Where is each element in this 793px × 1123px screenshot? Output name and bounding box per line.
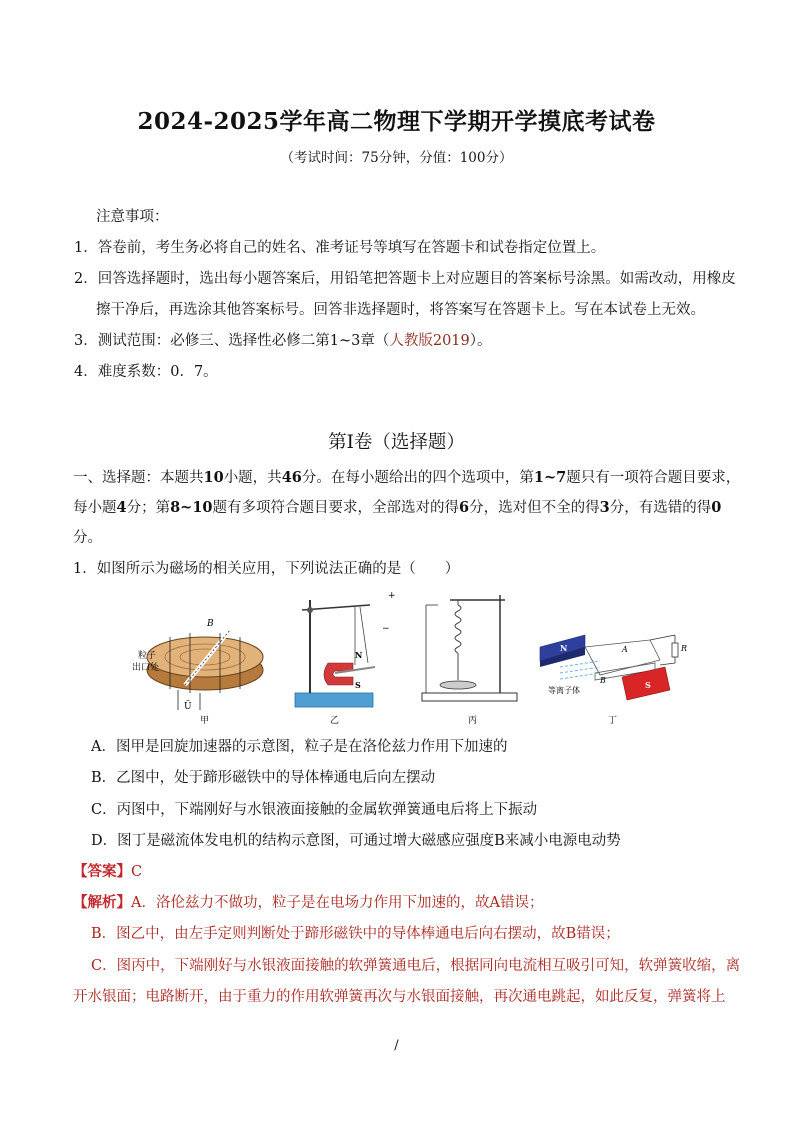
cyclotron-diagram (132, 619, 263, 725)
plate-a-label: A (622, 645, 628, 654)
note-text-end: ）。 (469, 333, 492, 349)
magnet-s-label: S (355, 680, 361, 690)
stand-base (295, 693, 373, 707)
magnet-n-label: N (560, 643, 568, 653)
instr-num: 10 (203, 469, 224, 486)
instr-text: 每小题 (73, 500, 117, 516)
instr-text: 题只有一项符合题目要求， (566, 470, 741, 486)
clamp (307, 607, 313, 613)
note-text: 回答选择题时，选出每小题答案后，用铅笔把答题卡上对应题目的答案标号涂黑。如需改动，用橡皮 (97, 271, 736, 287)
plasma-label: 等离子体 (548, 686, 580, 695)
instructions-line-1 (73, 468, 740, 488)
lead-wire (660, 663, 675, 665)
note-item-2-continued: 擦干净后，再选涂其他答案标号。回答非选择题时，将答案写在答题卡上。写在本试卷上无效。 (96, 302, 705, 318)
analysis-line-2: B．图乙中，由左手定则判断处于蹄形磁铁中的导体棒通电后向右摆动，故B错误； (91, 926, 620, 942)
resistor-label: R (681, 644, 688, 653)
note-text: 难度系数：0．7。 (97, 364, 218, 380)
cyclotron-top (147, 637, 263, 677)
plate-b-label: B (600, 676, 606, 685)
instr-text: 题有多项符合题目要求，全部选对的得 (212, 500, 460, 516)
note-number: 4． (74, 364, 98, 380)
magnet-s-label: S (645, 680, 651, 690)
figure-label-bing: 丙 (468, 716, 478, 725)
figure-label-ding: 丁 (608, 716, 618, 725)
resistor (672, 643, 678, 657)
particle-exit-label: 出口处 (132, 663, 160, 673)
question-1-stem: 1．如图所示为磁场的相关应用，下列说法正确的是（ ） (73, 561, 460, 577)
option-d: D．图丁是磁流体发电机的结构示意图，可通过增大磁感应强度B来减小电源电动势 (91, 833, 621, 849)
instr-text: 分，选对但不全的得 (469, 500, 600, 516)
instructions-line-3: 分。 (73, 530, 102, 546)
mercury-dish (440, 681, 476, 689)
instr-text: 分。在每小题给出的四个选项中，第 (301, 470, 534, 486)
analysis-line-4: 开水银面；电路断开，由于重力的作用软弹簧再次与水银面接触，再次通电跳起，如此反复，弹簧将上 (73, 989, 726, 1005)
mhd-generator-diagram (540, 635, 687, 725)
horseshoe-magnet (324, 663, 353, 685)
minus-terminal: − (382, 624, 390, 634)
option-a: A．图甲是回旋加速器的示意图，粒子是在洛伦兹力作用下加速的 (91, 739, 508, 755)
note-item-3 (74, 331, 492, 351)
instr-num: 8~10 (170, 499, 213, 516)
plus-terminal: + (388, 591, 396, 601)
field-b-label: B (207, 619, 214, 629)
note-number: 1． (74, 240, 98, 256)
instr-num: 1~7 (533, 469, 567, 486)
instr-text: 分，有选错的得 (609, 500, 712, 516)
notes-heading: 注意事项： (96, 209, 169, 225)
instr-num: 4 (116, 499, 127, 516)
analysis-tag: 【解析】 (73, 894, 131, 911)
exam-time-info: （考试时间：75分钟，分值：100分） (280, 150, 513, 166)
lead-wire (650, 635, 675, 640)
instr-num: 0 (711, 499, 722, 516)
page-title: 2024-2025学年高二物理下学期开学摸底考试卷 (137, 108, 656, 135)
particle-exit-label: 粒子 (138, 651, 157, 661)
note-number: 2． (74, 271, 98, 287)
plasma-stream (560, 667, 600, 673)
analysis-text: A．洛伦兹力不做功，粒子是在电场力作用下加速的，故A错误； (131, 895, 544, 911)
textbook-edition: 人教版2019 (389, 333, 470, 349)
page-footer: / (394, 1038, 399, 1053)
answer-tag: 【答案】 (73, 863, 131, 880)
instr-text: 小题，共 (223, 470, 282, 486)
instr-num: 6 (459, 499, 470, 516)
note-item-2 (74, 269, 736, 289)
figure-label-jia: 甲 (200, 716, 210, 725)
answer-value: C (131, 864, 143, 880)
option-b: B．乙图中，处于蹄形磁铁中的导体棒通电后向左摆动 (91, 770, 436, 786)
rod-swing-diagram (295, 591, 396, 725)
note-text: 测试范围：必修三、选择性必修二第1~3章（ (97, 333, 390, 349)
instructions-line-2 (73, 498, 721, 518)
instr-num: 46 (281, 469, 302, 486)
magnet-n-label: N (355, 650, 363, 660)
note-text: 答卷前，考生务必将自己的姓名、准考证号等填写在答题卡和试卷指定位置上。 (97, 240, 606, 256)
instr-num: 3 (599, 499, 610, 516)
figure-label-yi: 乙 (330, 716, 340, 725)
analysis-line-3: C．图丙中，下端刚好与水银液面接触的软弹簧通电后，根据同向电流相互吸引可知，软弹簧收缩，离 (91, 958, 741, 974)
note-item-4 (74, 362, 218, 382)
metal-spring (455, 605, 461, 653)
instr-text: 一、选择题：本题共 (73, 470, 204, 486)
answer-line (73, 862, 142, 882)
base-plate (422, 693, 517, 701)
voltage-label: Ũ (184, 702, 192, 712)
instr-text: 分；第 (126, 500, 171, 516)
spring-mercury-diagram (422, 595, 517, 725)
note-item-1 (74, 238, 605, 258)
section-title: 第Ⅰ卷（选择题） (328, 432, 465, 453)
note-number: 3． (74, 333, 98, 349)
plasma-stream (560, 673, 600, 679)
analysis-line-1 (73, 893, 543, 913)
option-c: C．丙图中，下端刚好与水银液面接触的金属软弹簧通电后将上下振动 (91, 802, 538, 818)
magnetic-applications-figure (130, 585, 700, 725)
